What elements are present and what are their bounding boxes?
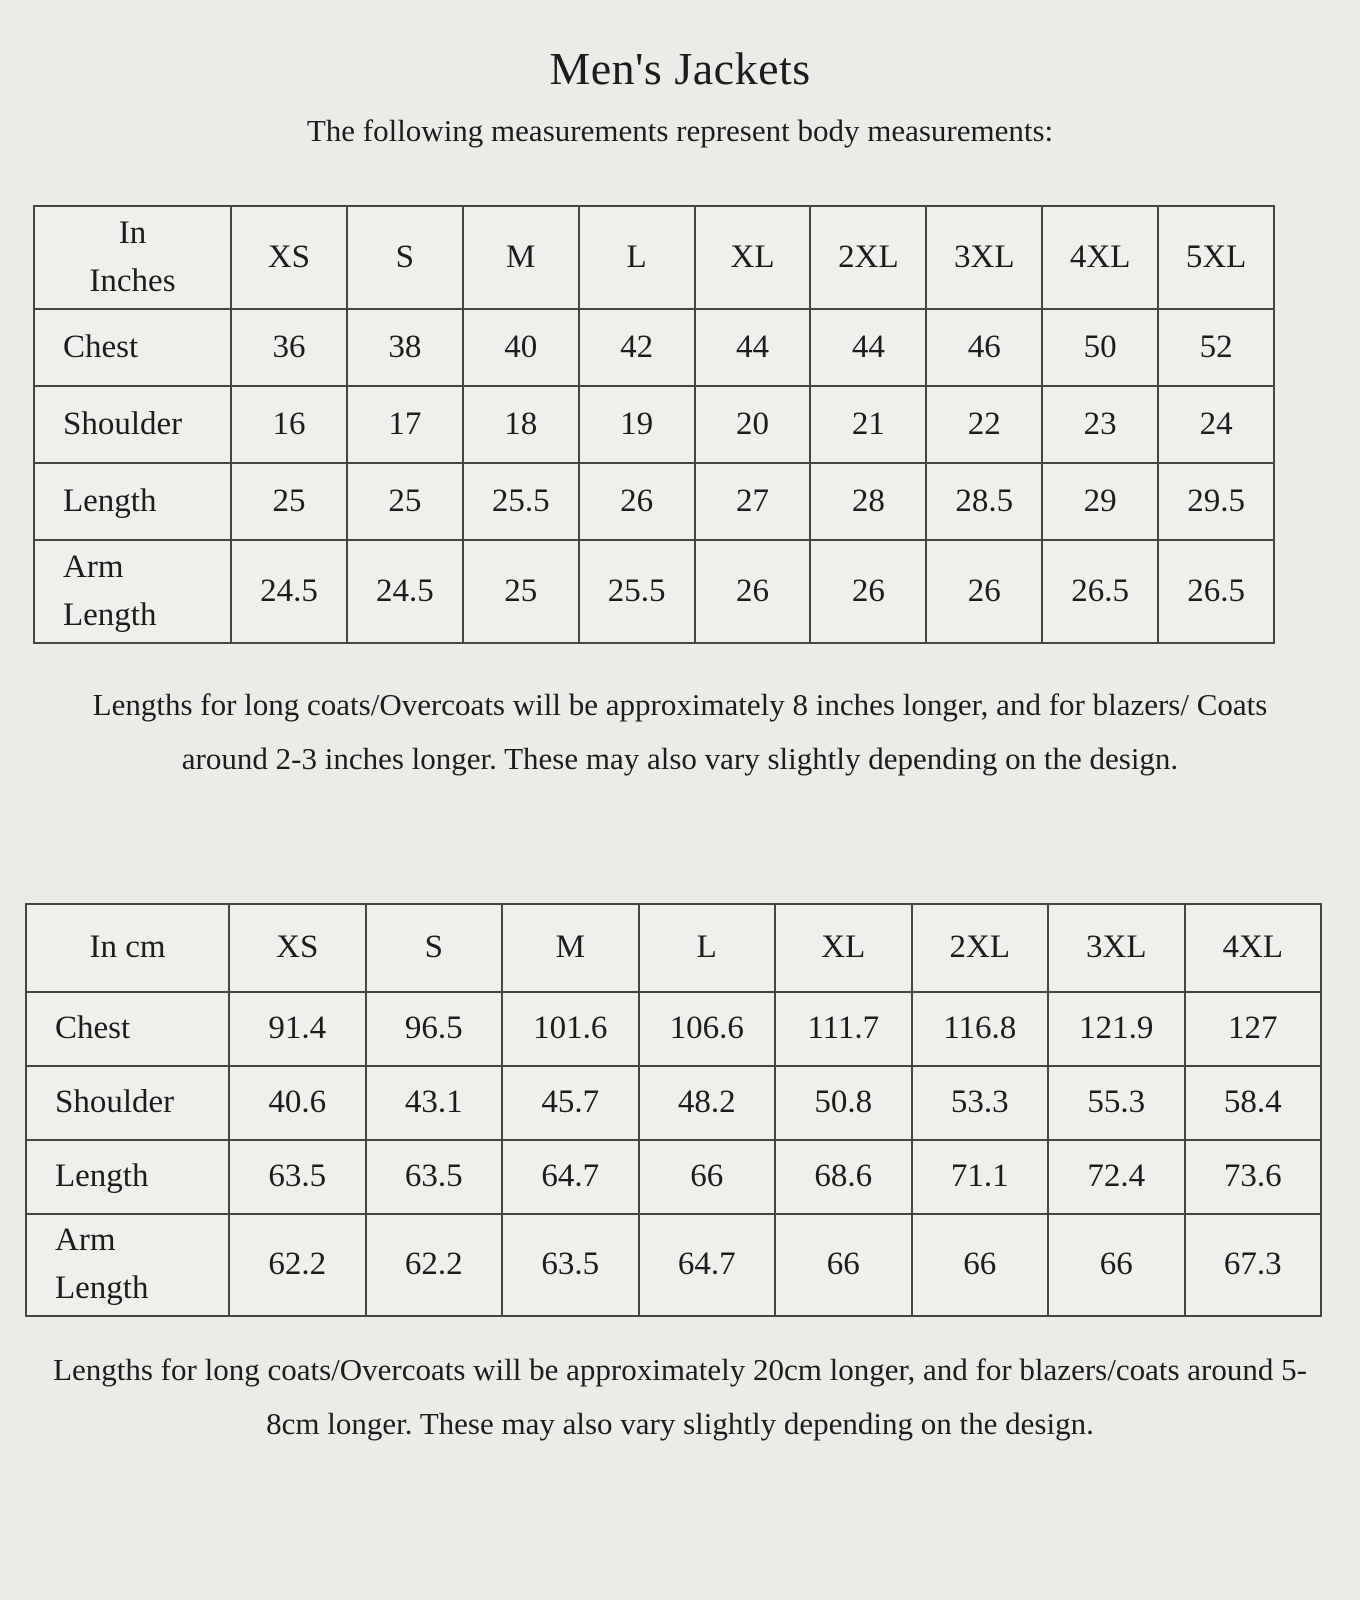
cm-chest-row xyxy=(26,992,1321,1066)
cm-header-row xyxy=(26,904,1321,992)
cm-unit-header: In cm xyxy=(26,904,229,992)
inches-size-header: S xyxy=(347,206,463,309)
cm-size-header: 3XL xyxy=(1048,904,1185,992)
measurement-cell: 17 xyxy=(347,386,463,463)
measurement-cell: 21 xyxy=(810,386,926,463)
measurement-cell: 67.3 xyxy=(1185,1214,1322,1316)
measurement-cell: 26 xyxy=(579,463,695,540)
measurement-cell: 50 xyxy=(1042,309,1158,386)
measurement-cell: 63.5 xyxy=(502,1214,639,1316)
measurement-cell: 29 xyxy=(1042,463,1158,540)
measurement-cell: 55.3 xyxy=(1048,1066,1185,1140)
measurement-cell: 121.9 xyxy=(1048,992,1185,1066)
measurement-cell: 63.5 xyxy=(366,1140,503,1214)
measurement-cell: 66 xyxy=(1048,1214,1185,1316)
measurement-cell: 26.5 xyxy=(1158,540,1274,643)
inches-size-table xyxy=(33,205,1275,644)
measurement-cell: 111.7 xyxy=(775,992,912,1066)
measurement-cell: 64.7 xyxy=(502,1140,639,1214)
row-label-length: Length xyxy=(34,463,231,540)
inches-length-row xyxy=(34,463,1274,540)
inches-size-header: 5XL xyxy=(1158,206,1274,309)
measurement-cell: 58.4 xyxy=(1185,1066,1322,1140)
cm-arm-length-row xyxy=(26,1214,1321,1316)
measurement-cell: 62.2 xyxy=(229,1214,366,1316)
measurement-cell: 106.6 xyxy=(639,992,776,1066)
measurement-cell: 26 xyxy=(695,540,811,643)
measurement-cell: 127 xyxy=(1185,992,1322,1066)
measurement-cell: 26 xyxy=(810,540,926,643)
measurement-cell: 40 xyxy=(463,309,579,386)
measurement-cell: 63.5 xyxy=(229,1140,366,1214)
inches-size-header: 3XL xyxy=(926,206,1042,309)
inches-arm-length-row xyxy=(34,540,1274,643)
measurement-cell: 18 xyxy=(463,386,579,463)
measurement-cell: 20 xyxy=(695,386,811,463)
cm-size-header: M xyxy=(502,904,639,992)
page-subtitle: The following measurements represent body measurements: xyxy=(306,113,1054,148)
measurement-cell: 52 xyxy=(1158,309,1274,386)
cm-shoulder-row xyxy=(26,1066,1321,1140)
cm-size-header: 2XL xyxy=(912,904,1049,992)
measurement-cell: 45.7 xyxy=(502,1066,639,1140)
row-label-chest: Chest xyxy=(26,992,229,1066)
row-label-shoulder: Shoulder xyxy=(34,386,231,463)
measurement-cell: 24.5 xyxy=(347,540,463,643)
measurement-cell: 68.6 xyxy=(775,1140,912,1214)
inches-size-header: 4XL xyxy=(1042,206,1158,309)
cm-size-header: S xyxy=(366,904,503,992)
row-label-arm-length: Arm Length xyxy=(26,1214,229,1316)
measurement-cell: 71.1 xyxy=(912,1140,1049,1214)
measurement-cell: 24.5 xyxy=(231,540,347,643)
measurement-cell: 48.2 xyxy=(639,1066,776,1140)
measurement-cell: 40.6 xyxy=(229,1066,366,1140)
measurement-cell: 42 xyxy=(579,309,695,386)
inches-size-header: XS xyxy=(231,206,347,309)
measurement-cell: 91.4 xyxy=(229,992,366,1066)
inches-shoulder-row xyxy=(34,386,1274,463)
measurement-cell: 26 xyxy=(926,540,1042,643)
cm-size-header: XL xyxy=(775,904,912,992)
measurement-cell: 44 xyxy=(695,309,811,386)
row-label-length: Length xyxy=(26,1140,229,1214)
measurement-cell: 25 xyxy=(347,463,463,540)
cm-size-table xyxy=(25,903,1322,1317)
measurement-cell: 101.6 xyxy=(502,992,639,1066)
measurement-cell: 38 xyxy=(347,309,463,386)
cm-size-header: L xyxy=(639,904,776,992)
measurement-cell: 64.7 xyxy=(639,1214,776,1316)
measurement-cell: 25 xyxy=(463,540,579,643)
measurement-cell: 66 xyxy=(912,1214,1049,1316)
measurement-cell: 96.5 xyxy=(366,992,503,1066)
measurement-cell: 62.2 xyxy=(366,1214,503,1316)
inches-unit-header: In Inches xyxy=(34,206,231,309)
measurement-cell: 46 xyxy=(926,309,1042,386)
page-title: Men's Jackets xyxy=(549,43,811,94)
inches-size-header: M xyxy=(463,206,579,309)
cm-size-header: XS xyxy=(229,904,366,992)
measurement-cell: 29.5 xyxy=(1158,463,1274,540)
measurement-cell: 116.8 xyxy=(912,992,1049,1066)
measurement-cell: 28 xyxy=(810,463,926,540)
measurement-cell: 28.5 xyxy=(926,463,1042,540)
cm-length-row xyxy=(26,1140,1321,1214)
inches-size-header: XL xyxy=(695,206,811,309)
measurement-cell: 66 xyxy=(775,1214,912,1316)
measurement-cell: 25.5 xyxy=(463,463,579,540)
measurement-cell: 24 xyxy=(1158,386,1274,463)
inches-size-header: 2XL xyxy=(810,206,926,309)
measurement-cell: 50.8 xyxy=(775,1066,912,1140)
measurement-cell: 66 xyxy=(639,1140,776,1214)
measurement-cell: 22 xyxy=(926,386,1042,463)
measurement-cell: 72.4 xyxy=(1048,1140,1185,1214)
measurement-cell: 16 xyxy=(231,386,347,463)
inches-size-header: L xyxy=(579,206,695,309)
measurement-cell: 19 xyxy=(579,386,695,463)
row-label-arm-length: Arm Length xyxy=(34,540,231,643)
cm-note: Lengths for long coats/Overcoats will be approximately 20cm longer, and for blazers/coats around 5-8cm longer. These may also vary slightly depending on the design. xyxy=(53,1351,1307,1441)
measurement-cell: 25 xyxy=(231,463,347,540)
measurement-cell: 73.6 xyxy=(1185,1140,1322,1214)
row-label-chest: Chest xyxy=(34,309,231,386)
measurement-cell: 53.3 xyxy=(912,1066,1049,1140)
measurement-cell: 36 xyxy=(231,309,347,386)
cm-size-header: 4XL xyxy=(1185,904,1322,992)
measurement-cell: 44 xyxy=(810,309,926,386)
measurement-cell: 26.5 xyxy=(1042,540,1158,643)
inches-note: Lengths for long coats/Overcoats will be approximately 8 inches longer, and for blazers/ Coats around 2-3 inches longer. These may also vary slightly depending on the design. xyxy=(92,687,1268,777)
row-label-shoulder: Shoulder xyxy=(26,1066,229,1140)
measurement-cell: 27 xyxy=(695,463,811,540)
inches-chest-row xyxy=(34,309,1274,386)
inches-header-row xyxy=(34,206,1274,309)
measurement-cell: 25.5 xyxy=(579,540,695,643)
measurement-cell: 43.1 xyxy=(366,1066,503,1140)
measurement-cell: 23 xyxy=(1042,386,1158,463)
